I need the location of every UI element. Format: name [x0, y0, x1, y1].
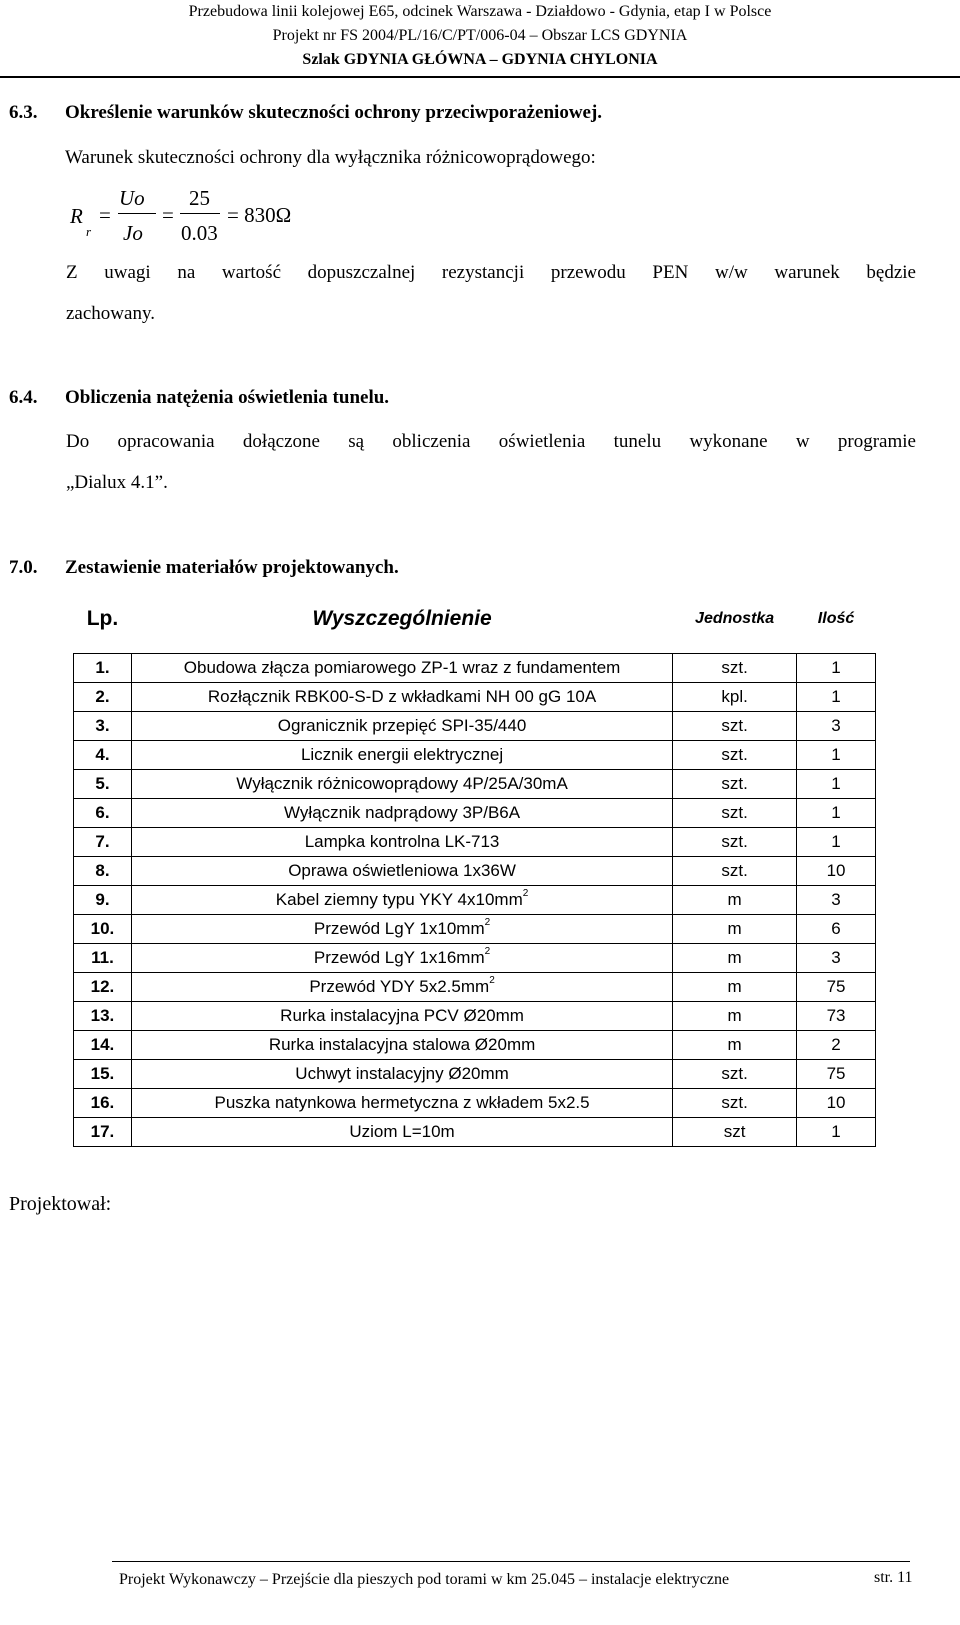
row-lp — [74, 799, 132, 828]
row-lp — [74, 712, 132, 741]
row-unit — [673, 915, 797, 944]
materials-table — [73, 595, 876, 1147]
row-lp — [74, 973, 132, 1002]
row-quantity — [797, 1002, 876, 1031]
row-description — [131, 973, 672, 1002]
row-description-text: Lampka kontrolna LK-713 — [304, 832, 500, 851]
row-description-text: Rozłącznik RBK00-S-D z wkładkami NH 00 gG 10A — [207, 687, 597, 706]
row-unit-text: m — [727, 1006, 742, 1025]
section-6-4-text-line-1: Do opracowania dołączone są obliczenia oświetlenia tunelu wykonane w programie — [66, 431, 916, 452]
row-lp-text: 15. — [90, 1064, 115, 1083]
row-unit — [673, 1002, 797, 1031]
row-description-text: Oprawa oświetleniowa 1x36W — [288, 861, 516, 880]
row-quantity — [797, 944, 876, 973]
row-description-text: Puszka natynkowa hermetyczna z wkładem 5x2.5 — [214, 1093, 590, 1112]
row-quantity-text: 1 — [831, 745, 841, 764]
table-header-spacer — [74, 643, 876, 654]
row-description-text: Licznik energii elektrycznej — [300, 745, 504, 764]
table-row — [74, 799, 876, 828]
row-description — [131, 683, 672, 712]
row-quantity — [797, 1031, 876, 1060]
row-description-text: Obudowa złącza pomiarowego ZP-1 wraz z fundamentem — [183, 658, 621, 677]
superscript: 2 — [522, 888, 529, 899]
row-unit — [673, 1089, 797, 1118]
row-quantity-text: 10 — [826, 1093, 846, 1112]
formula-denominator-2: 0.03 — [181, 221, 218, 245]
formula-result: = 830Ω — [227, 203, 292, 227]
row-lp — [74, 1060, 132, 1089]
superscript: 2 — [484, 946, 491, 957]
header-line-2: Projekt nr FS 2004/PL/16/C/PT/006-04 – Obszar LCS GDYNIA — [272, 27, 688, 44]
row-lp-text: 16. — [90, 1093, 115, 1112]
row-quantity-text: 75 — [826, 1064, 846, 1083]
row-unit — [673, 973, 797, 1002]
row-quantity-text: 73 — [826, 1006, 846, 1025]
row-description-text: Przewód YDY 5x2.5mm — [309, 977, 490, 996]
row-lp-text: 11. — [91, 948, 114, 967]
row-unit — [673, 741, 797, 770]
section-6-4-text-line-2: „Dialux 4.1”. — [66, 472, 168, 493]
row-quantity — [797, 1060, 876, 1089]
header-quantity: Ilość — [817, 610, 855, 627]
table-row — [74, 1089, 876, 1118]
row-quantity-text: 1 — [831, 832, 841, 851]
row-description — [131, 1031, 672, 1060]
row-quantity — [797, 741, 876, 770]
row-lp-text: 13. — [90, 1006, 115, 1025]
row-description — [131, 857, 672, 886]
row-description-text: Wyłącznik różnicowoprądowy 4P/25A/30mA — [236, 774, 568, 793]
row-quantity-text: 10 — [826, 861, 846, 880]
row-description — [131, 915, 672, 944]
row-lp — [74, 683, 132, 712]
row-unit — [673, 654, 797, 683]
table-row — [74, 886, 876, 915]
row-quantity-text: 1 — [831, 803, 841, 822]
row-unit-text: szt. — [721, 1064, 748, 1083]
section-number: 6.4. — [9, 387, 38, 408]
row-quantity — [797, 1089, 876, 1118]
row-quantity — [797, 915, 876, 944]
row-lp — [74, 1118, 132, 1147]
row-description — [131, 741, 672, 770]
row-description-text: Uchwyt instalacyjny Ø20mm — [295, 1064, 509, 1083]
row-description-text: Kabel ziemny typu YKY 4x10mm — [275, 890, 523, 909]
row-unit — [673, 828, 797, 857]
row-quantity-text: 6 — [831, 919, 841, 938]
row-quantity — [797, 770, 876, 799]
row-unit-text: szt. — [721, 658, 748, 677]
section-6-3-intro: Warunek skuteczności ochrony dla wyłącznika różnicowoprądowego: — [65, 147, 596, 168]
fraction-bar — [118, 213, 156, 214]
header-rule — [0, 76, 960, 78]
row-lp-text: 5. — [95, 774, 110, 793]
section-6-4-heading — [9, 387, 389, 409]
row-description — [131, 1089, 672, 1118]
row-lp-text: 9. — [95, 890, 110, 909]
table-row — [74, 857, 876, 886]
signature-label: Projektował: — [9, 1193, 112, 1215]
row-unit — [673, 1031, 797, 1060]
row-description — [131, 770, 672, 799]
table-row — [74, 973, 876, 1002]
row-description — [131, 1060, 672, 1089]
row-description-text: Rurka instalacyjna PCV Ø20mm — [280, 1006, 524, 1025]
row-unit-text: szt. — [721, 1093, 748, 1112]
row-quantity-text: 3 — [831, 716, 841, 735]
row-quantity — [797, 712, 876, 741]
row-description — [131, 712, 672, 741]
row-description — [131, 886, 672, 915]
row-lp — [74, 1031, 132, 1060]
row-unit-text: m — [727, 948, 742, 967]
row-unit-text: m — [727, 1035, 742, 1054]
row-lp — [74, 741, 132, 770]
row-lp-text: 10. — [90, 919, 115, 938]
row-description — [131, 944, 672, 973]
table-row — [74, 1031, 876, 1060]
header-line-3: Szlak GDYNIA GŁÓWNA – GDYNIA CHYLONIA — [302, 51, 658, 68]
row-unit-text: kpl. — [721, 687, 748, 706]
formula-denominator-1: Jo — [123, 221, 143, 245]
formula-numerator-2: 25 — [189, 186, 210, 210]
row-lp — [74, 1089, 132, 1118]
row-description-text: Rurka instalacyjna stalowa Ø20mm — [268, 1035, 536, 1054]
section-6-3-heading — [9, 102, 602, 124]
row-lp — [74, 770, 132, 799]
row-unit-text: szt. — [721, 716, 748, 735]
section-number: 7.0. — [9, 557, 38, 578]
section-7-0-heading — [9, 557, 399, 579]
row-unit-text: szt — [723, 1122, 746, 1141]
formula-lhs-subscript: r — [86, 224, 92, 239]
table-row — [74, 915, 876, 944]
row-quantity — [797, 886, 876, 915]
row-quantity — [797, 683, 876, 712]
section-title: Zestawienie materiałów projektowanych. — [65, 557, 399, 578]
row-unit — [673, 1060, 797, 1089]
row-quantity — [797, 654, 876, 683]
row-lp — [74, 857, 132, 886]
row-description-text: Ogranicznik przepięć SPI-35/440 — [277, 716, 527, 735]
section-title: Obliczenia natężenia oświetlenia tunelu. — [65, 387, 390, 408]
fraction-bar — [180, 213, 220, 214]
row-unit-text: szt. — [721, 774, 748, 793]
table-row — [74, 683, 876, 712]
row-lp-text: 14. — [90, 1035, 115, 1054]
row-quantity-text: 3 — [831, 890, 841, 909]
section-6-3-note-line-2: zachowany. — [66, 303, 155, 324]
row-unit-text: m — [727, 977, 742, 996]
section-6-3-note-line-1: Z uwagi na wartość dopuszczalnej rezystancji przewodu PEN w/w warunek będzie — [66, 262, 916, 283]
header-line-1: Przebudowa linii kolejowej E65, odcinek Warszawa - Działdowo - Gdynia, etap I w Polsce — [188, 3, 772, 20]
table-row — [74, 944, 876, 973]
row-lp — [74, 944, 132, 973]
row-unit — [673, 683, 797, 712]
row-quantity-text: 1 — [831, 774, 841, 793]
row-description — [131, 1118, 672, 1147]
row-unit-text: szt. — [721, 861, 748, 880]
row-unit-text: szt. — [721, 803, 748, 822]
row-unit — [673, 770, 797, 799]
row-lp-text: 8. — [95, 861, 110, 880]
row-quantity — [797, 1118, 876, 1147]
row-lp-text: 4. — [95, 745, 110, 764]
header-description: Wyszczególnienie — [312, 607, 492, 630]
row-unit — [673, 857, 797, 886]
row-quantity-text: 2 — [831, 1035, 841, 1054]
section-title: Określenie warunków skuteczności ochrony przeciwporażeniowej. — [65, 102, 603, 123]
row-quantity — [797, 857, 876, 886]
row-unit-text: szt. — [721, 745, 748, 764]
row-lp-text: 6. — [95, 803, 110, 822]
table-row — [74, 1060, 876, 1089]
row-lp-text: 3. — [95, 716, 110, 735]
table-row — [74, 1002, 876, 1031]
table-row — [74, 712, 876, 741]
row-lp-text: 7. — [95, 832, 110, 851]
row-lp — [74, 915, 132, 944]
superscript: 2 — [489, 975, 495, 986]
section-number: 6.3. — [9, 102, 38, 123]
superscript: 2 — [484, 917, 491, 928]
row-lp-text: 17. — [90, 1122, 115, 1141]
row-unit — [673, 712, 797, 741]
row-description-text: Uziom L=10m — [349, 1122, 455, 1141]
table-row — [74, 770, 876, 799]
table-row — [74, 741, 876, 770]
row-quantity — [797, 799, 876, 828]
row-quantity-text: 1 — [831, 687, 841, 706]
row-description — [131, 828, 672, 857]
row-unit-text: szt. — [721, 832, 748, 851]
row-quantity-text: 3 — [831, 948, 841, 967]
formula-lhs: R — [70, 204, 83, 228]
row-lp-text: 2. — [95, 687, 110, 706]
row-quantity-text: 75 — [826, 977, 846, 996]
row-lp — [74, 1002, 132, 1031]
table-row — [74, 654, 876, 683]
row-description-text: Przewód LgY 1x10mm — [313, 919, 485, 938]
table-row — [74, 1118, 876, 1147]
row-description — [131, 654, 672, 683]
table-row — [74, 828, 876, 857]
page-number: str. 11 — [874, 1569, 913, 1586]
row-description — [131, 1002, 672, 1031]
formula-equals: = — [99, 203, 111, 227]
row-quantity — [797, 973, 876, 1002]
header-lp: Lp. — [86, 607, 119, 630]
formula-numerator-1: Uo — [119, 186, 145, 210]
footer-rule — [112, 1561, 910, 1562]
row-lp — [74, 886, 132, 915]
row-lp — [74, 828, 132, 857]
header-unit: Jednostka — [695, 610, 775, 627]
row-lp — [74, 654, 132, 683]
table-header-row — [74, 595, 876, 643]
row-unit — [673, 799, 797, 828]
row-unit-text: m — [727, 919, 742, 938]
row-lp-text: 12. — [90, 977, 115, 996]
row-unit — [673, 886, 797, 915]
row-description-text: Przewód LgY 1x16mm — [313, 948, 485, 967]
row-unit-text: m — [727, 890, 742, 909]
footer-text: Projekt Wykonawczy – Przejście dla pieszych pod torami w km 25.045 – instalacje elektryczne — [119, 1571, 730, 1588]
row-lp-text: 1. — [95, 658, 110, 677]
row-unit — [673, 944, 797, 973]
row-unit — [673, 1118, 797, 1147]
row-quantity — [797, 828, 876, 857]
row-description-text: Wyłącznik nadprądowy 3P/B6A — [284, 803, 521, 822]
row-quantity-text: 1 — [831, 1122, 841, 1141]
formula-equals: = — [162, 203, 174, 227]
row-description — [131, 799, 672, 828]
row-quantity-text: 1 — [831, 658, 841, 677]
